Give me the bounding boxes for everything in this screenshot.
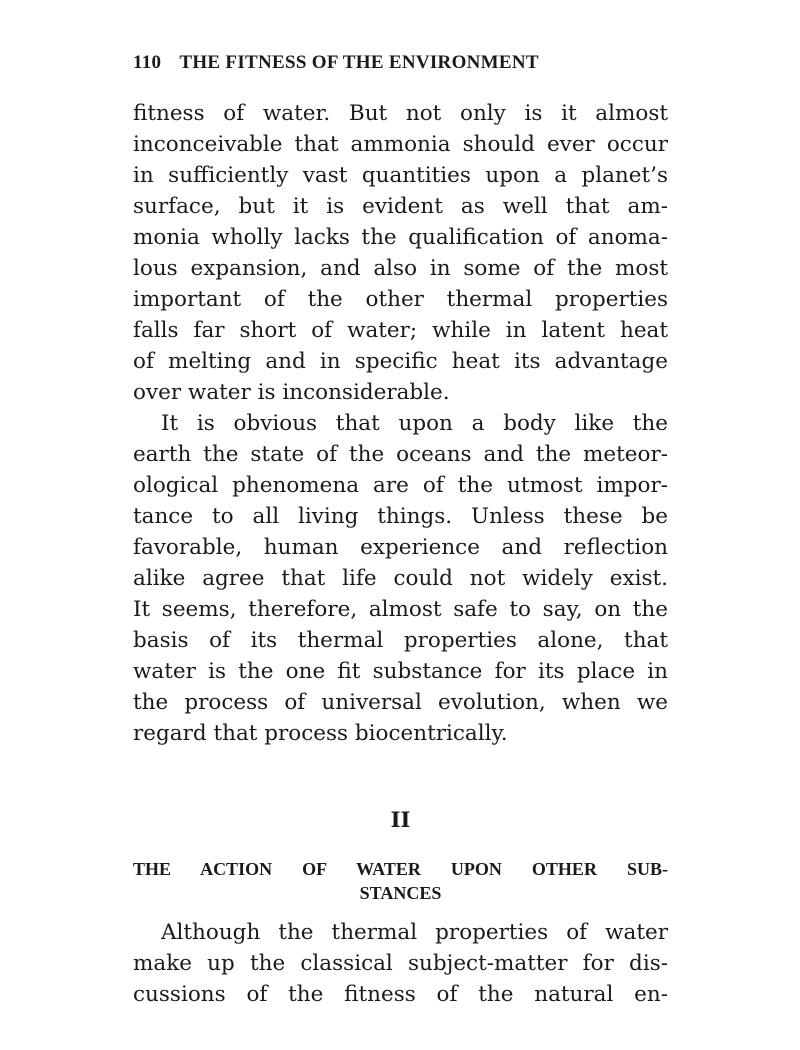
text-line: inconceivable that ammonia should ever occur — [133, 132, 668, 157]
text-line: the process of universal evolution, when we — [133, 690, 668, 715]
text-line: cussions of the fitness of the natural en- — [133, 982, 668, 1007]
section-heading-line-2: STANCES — [359, 883, 442, 903]
text-line: of melting and in specific heat its advantage — [133, 349, 668, 374]
running-title: THE FITNESS OF THE ENVIRONMENT — [179, 52, 539, 73]
paragraph-2 — [133, 408, 668, 749]
paragraph-1 — [133, 98, 668, 408]
text-line: Although the thermal properties of water — [161, 920, 668, 945]
text-line: It seems, therefore, almost safe to say, on the — [133, 597, 668, 622]
text-line: basis of its thermal properties alone, that — [133, 628, 668, 653]
text-line: earth the state of the oceans and the meteor- — [133, 442, 668, 467]
text-line: surface, but it is evident as well that am- — [133, 194, 668, 219]
text-line: fitness of water. But not only is it almost — [133, 101, 668, 126]
text-line: alike agree that life could not widely exist. — [133, 566, 668, 591]
text-line: important of the other thermal properties — [133, 287, 668, 312]
text-line: It is obvious that upon a body like the — [161, 411, 668, 436]
section-numeral: II — [390, 807, 411, 832]
text-line: over water is inconsiderable. — [133, 380, 450, 405]
text-line: ological phenomena are of the utmost impor- — [133, 473, 668, 498]
page-number: 110 — [133, 52, 162, 73]
text-line: monia wholly lacks the qualification of anoma- — [133, 225, 668, 250]
text-line: regard that process biocentrically. — [133, 721, 508, 746]
text-line: make up the classical subject-matter for dis- — [133, 951, 668, 976]
section-heading — [133, 857, 668, 905]
text-line: tance to all living things. Unless these be — [133, 504, 668, 529]
section-heading-line-1: THE ACTION OF WATER UPON OTHER SUB- — [133, 859, 668, 879]
paragraph-3 — [133, 917, 668, 1010]
text-line: water is the one fit substance for its place in — [133, 659, 668, 684]
text-line: in sufficiently vast quantities upon a planet’s — [133, 163, 668, 188]
running-header — [133, 48, 668, 78]
book-page — [133, 48, 668, 1010]
text-line: lous expansion, and also in some of the most — [133, 256, 668, 281]
text-line: favorable, human experience and reflection — [133, 535, 668, 560]
text-line: falls far short of water; while in latent heat — [133, 318, 668, 343]
